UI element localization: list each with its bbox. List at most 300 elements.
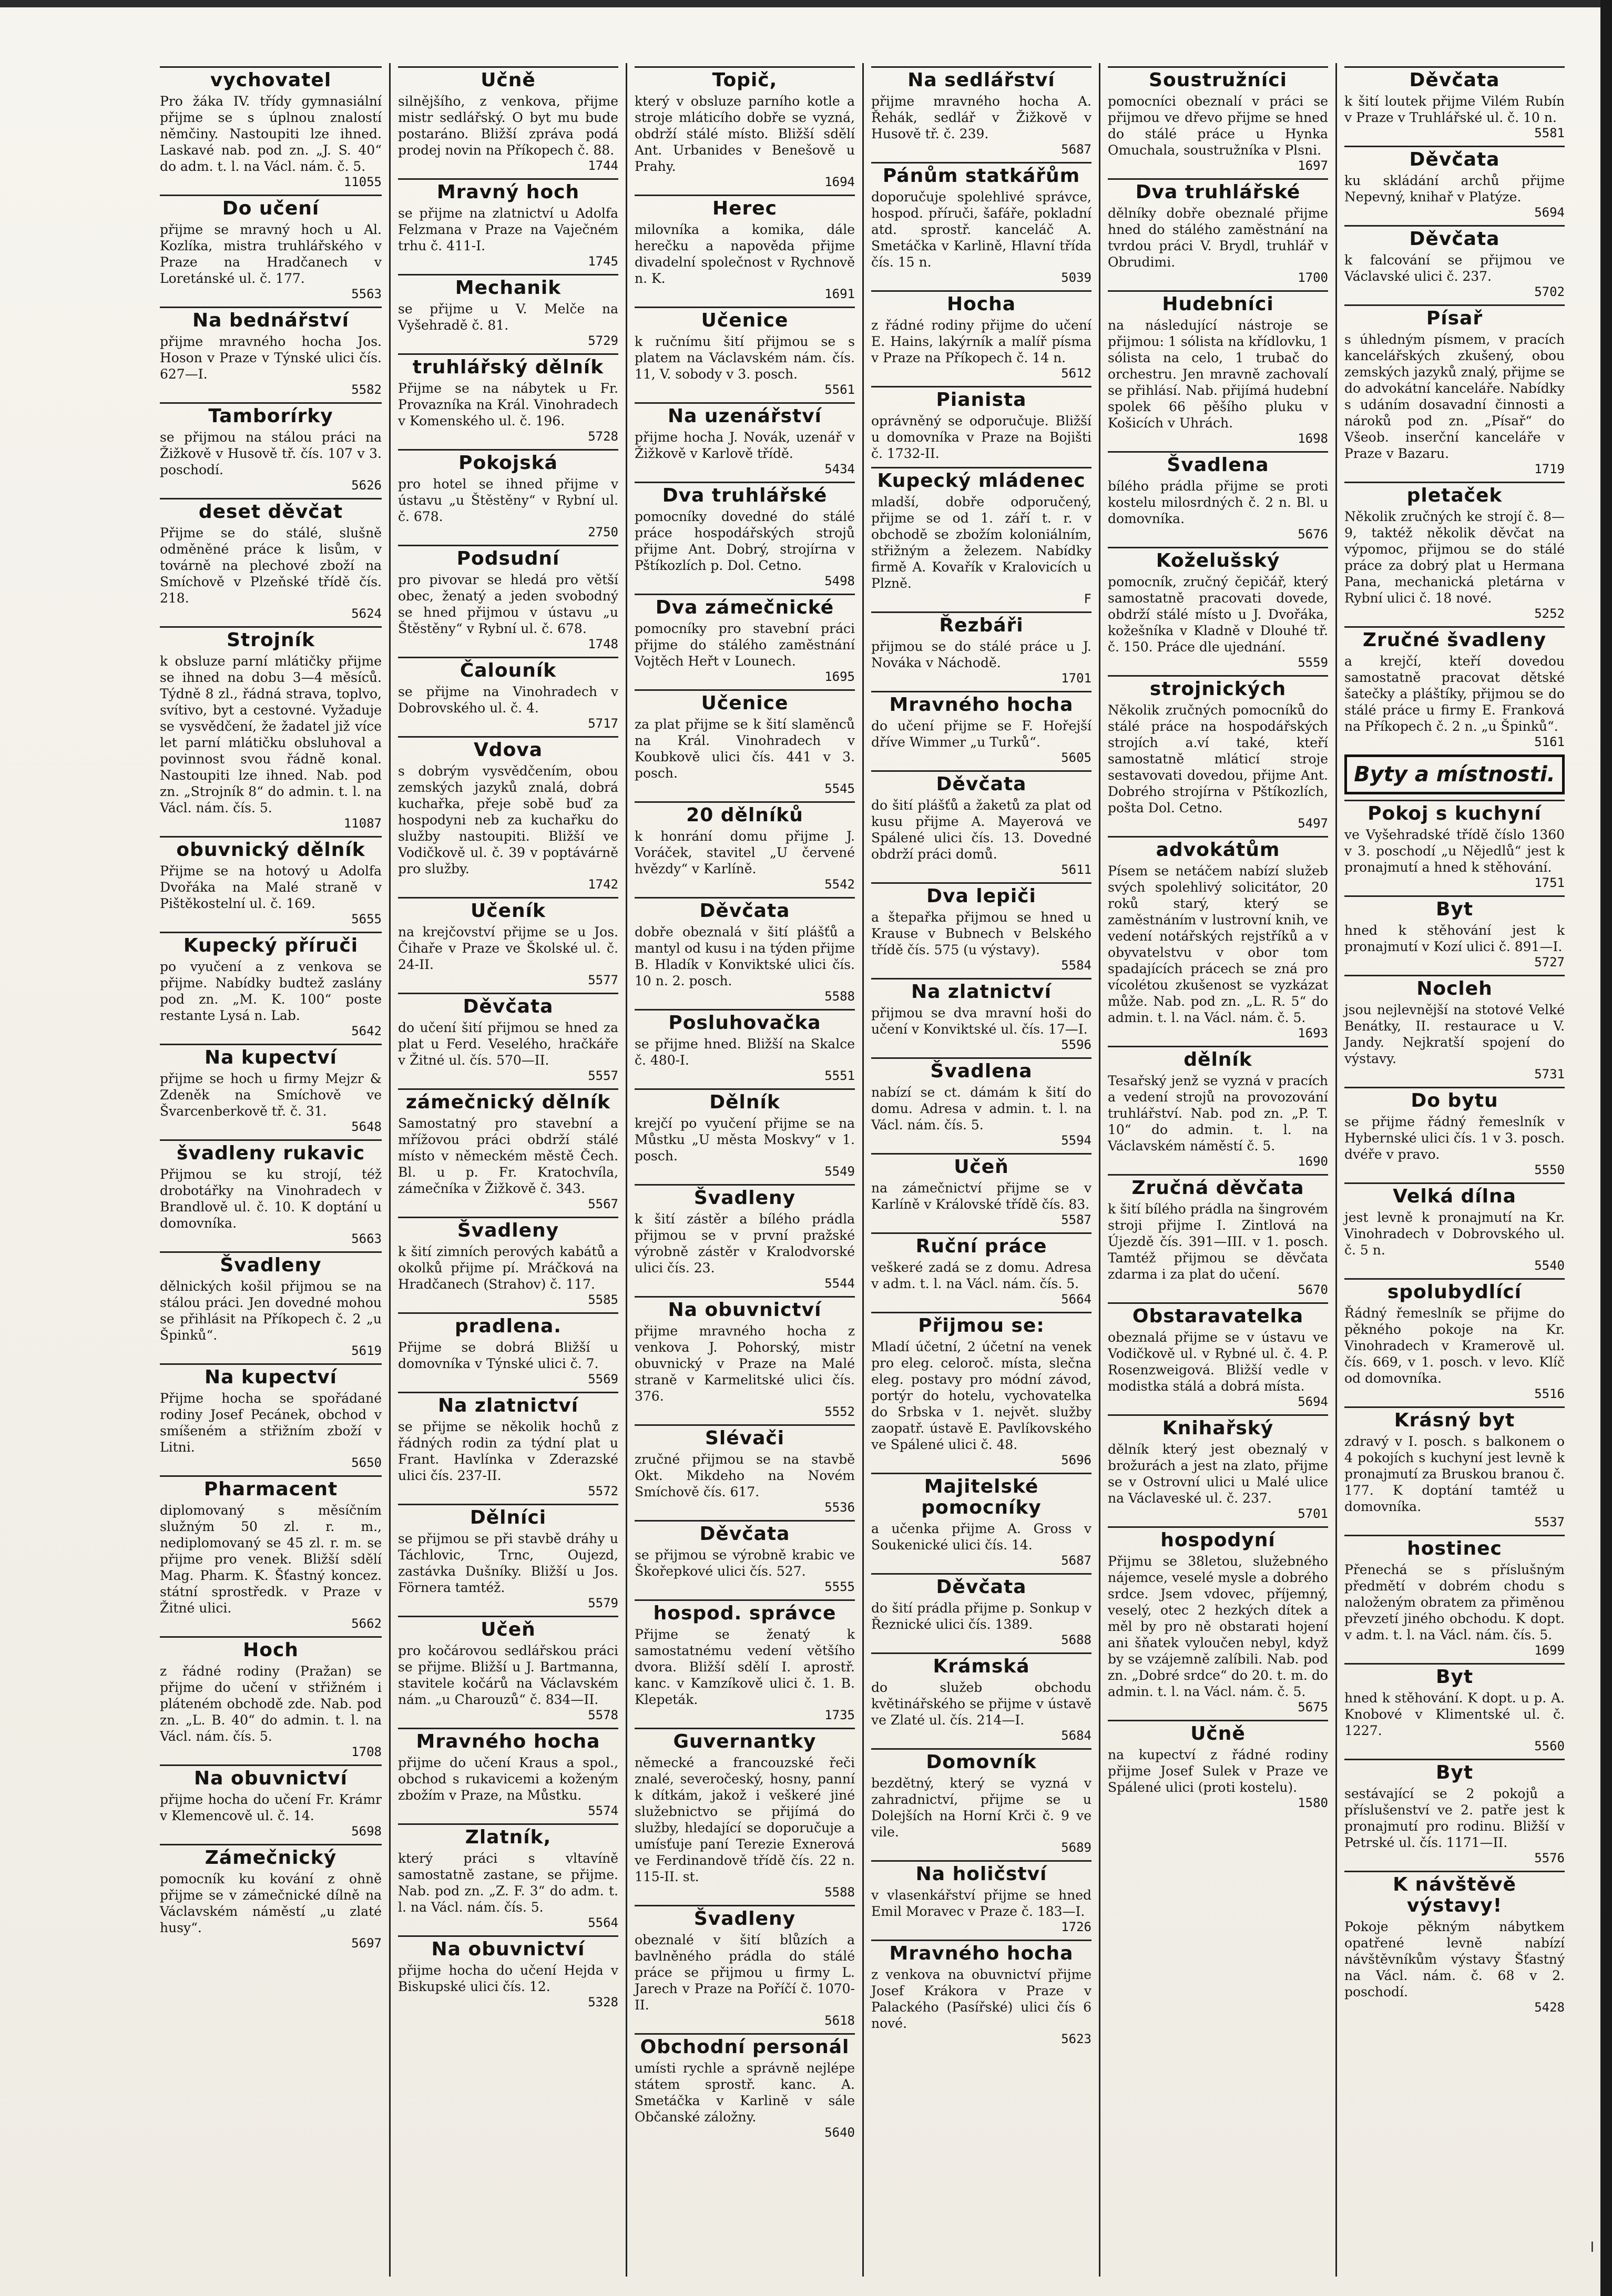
ad-body: do učení šití přijmou se hned za plat u Ferd. Veselého, hračkáře v Žitné ul. čís. 570—II. [398,1020,618,1068]
classifieds-columns [152,63,1572,2277]
ad-body: zdravý v I. posch. s balkonem o 4 pokojích s kuchyní jest levně k pronajmutí za Bruskou branou č. 177. K doptání tamtéž u domovníka. [1344,1434,1565,1514]
classified-ad [1108,66,1328,173]
ad-number: 5557 [588,1068,618,1083]
ad-body: k šití zástěr a bílého prádla přijmou se v první pražské výrobně zástěr v Kralodvorské ulici čís. 23. [635,1211,855,1275]
ad-title: Na obuvnictví [398,1935,618,1960]
classified-ad [1344,1871,1565,2015]
ad-title: Švadlena [871,1057,1091,1082]
ad-body: a krejčí, kteří dovedou samostatně pracovat dětské šatečky a pláštíky, přijmou se do stálé práce u firmy E. Franková na Příkopech č. 2 n. „u Špinků“. [1344,654,1565,734]
ad-title: hospod. správce [635,1599,855,1624]
classified-ad [160,932,382,1038]
ad-body: oprávněný se odporučuje. Bližší u domovníka v Praze na Bojišti č. 1732-II. [871,413,1091,461]
ad-title: Řezbáři [871,611,1091,636]
ad-number: 5594 [1061,1133,1091,1148]
ad-number: 5559 [1298,655,1328,670]
ad-body: ve Vyšehradské třídě číslo 1360 v 3. poschodí „u Nějedlů“ jest k pronajmutí a hned k stěhování. [1344,827,1565,875]
ad-body: obeznalé v šití blůzích a bavlněného prádla do stálé práce se přijmou u firmy L. Jarech v Praze na Poříčí č. 1070-II. [635,1932,855,2013]
ad-number: 5675 [1298,1700,1328,1715]
ad-number: 5588 [824,1885,855,1900]
ad-body: Přijme se do stálé, slušně odměněné práce k lisům, v továrně na plechové zboží na Smíchově v Plzeňské třídě čís. 218. [160,525,382,606]
ad-title: Hoch [160,1636,382,1661]
ad-title: K návštěvě výstavy! [1344,1871,1565,1916]
ad-number: 5662 [351,1616,382,1631]
ad-body: krejčí po vyučení přijme se na Můstku „U města Moskvy“ v 1. posch. [635,1116,855,1164]
ad-body: na následující nástroje se přijmou: 1 sólista na křídlovku, 1 sólista na celo, 1 trubač do orchestru. Jen mravně zachovalí se přihlásí. Nab. přijímá hudební spolek 66 pěšího pluku v Košicích v Uhrách. [1108,318,1328,431]
classified-ad [160,66,382,189]
classified-ad [1108,290,1328,446]
ad-body: k šití zimních perových kabátů a okolků přijme pí. Mráčková na Hradčanech (Strahov) č. 117. [398,1244,618,1292]
ad-number: 5640 [824,2125,855,2140]
ad-number: 5687 [1061,142,1091,157]
classified-ad [398,1504,618,1610]
ad-body: pomocníky dovedné do stálé práce hospodářských strojů přijme Ant. Dobrý, strojírna v Pštíkozlích p. Dol. Cetno. [635,509,855,573]
classified-ad [871,1652,1091,1743]
ad-number: 5623 [1061,2032,1091,2046]
ad-title: Nocleh [1344,975,1565,999]
ad-body: pro pivovar se hledá pro větší obec, ženatý a jeden svobodný se hned přijmou v ústavu „u Štěstěny“ v Rybní ul. č. 678. [398,572,618,636]
ad-title: Na zlatnictví [398,1392,618,1416]
ad-body: pomocníky pro stavební práci přijme do stálého zaměstnání Vojtěch Heřt v Lounech. [635,621,855,669]
ad-number: 5676 [1298,527,1328,542]
classified-ad [1344,1663,1565,1753]
ad-number: 5696 [1061,1453,1091,1467]
classified-ad [398,1392,618,1498]
classified-ad [1108,1302,1328,1409]
ad-body: Přijme se ženatý k samostatnému vedení většího dvora. Bližší sdělí I. aprostř. kanc. v Kamzíkově ulici č. 1. B. Klepeták. [635,1627,855,1707]
ad-title: Knihařský [1108,1414,1328,1439]
ad-body: do služeb obchodu květinářského se přijme v ústavě ve Zlaté ul. čís. 214—I. [871,1680,1091,1728]
classified-ad [635,1088,855,1179]
ad-title: Zručné švadleny [1344,626,1565,651]
ad-number: 1700 [1298,270,1328,285]
ad-number: 5731 [1534,1067,1565,1081]
classified-ad [635,1009,855,1083]
ad-body: přijme hocha do učení Fr. Krámr v Klemencově ul. č. 14. [160,1792,382,1823]
ad-title: Topič, [635,66,855,91]
ad-title: Mravného hocha [871,691,1091,716]
ad-title: Učenice [635,307,855,331]
ad-body: z venkova na obuvnictví přijme Josef Krákora v Praze v Palackého (Pasířské) ulici čís 6 nové. [871,1967,1091,2031]
ad-body: Přijme hocha se spořádané rodiny Josef Pecánek, obchod v smíšeném a střižním zboží v Litni. [160,1391,382,1455]
ad-title: truhlářský dělník [398,353,618,378]
classified-ad [635,307,855,397]
classified-ad [1344,1278,1565,1401]
ad-number: 1697 [1298,158,1328,173]
ad-title: Tamborírky [160,402,382,427]
ad-number: 5584 [1061,958,1091,973]
ad-number: 1701 [1061,671,1091,686]
ad-title: Mechanik [398,274,618,299]
classified-ad [160,1139,382,1246]
classified-ad [871,1153,1091,1227]
ad-body: k honrání domu přijme J. Voráček, stavitel „U červené hvězdy“ v Karlíně. [635,829,855,876]
ad-body: přijme do učení Kraus a spol., obchod s rukavicemi a koženým zbožím v Praze, na Můstku. [398,1755,618,1803]
ad-body: a učenka přijme A. Gross v Soukenické ulici čís. 14. [871,1521,1091,1553]
ad-body: přijme mravného hocha A. Řehák, sedlář v Žižkově v Husově tř. č. 239. [871,94,1091,141]
classified-ad [635,482,855,588]
ad-title: Učeň [398,1616,618,1640]
classified-ad [635,402,855,476]
ad-body: přijme mravného hocha z venkova J. Pohorský, mistr obuvnický v Praze na Malé straně v Karmelitské ulici čís. 376. [635,1323,855,1404]
classified-ad [160,1764,382,1839]
ad-body: bezdětný, který se vyzná v zahradnictví, přijme se u Dolejších na Horní Krči č. 9 ve vile. [871,1775,1091,1840]
ad-number: 1580 [1298,1795,1328,1810]
ad-body: Přijme se dobrá Bližší u domovníka v Týnské ulici č. 7. [398,1340,618,1371]
ad-number: 1719 [1534,462,1565,476]
classified-ad [871,1312,1091,1467]
classified-ad [160,626,382,831]
column-5 [1099,63,1335,2277]
ad-title: Strojník [160,626,382,651]
classified-ad [398,736,618,892]
ad-number: 5581 [1534,126,1565,140]
ad-number: 5563 [351,287,382,301]
ad-body: se přijmou se při stavbě dráhy u Táchlovic, Trnc, Oujezd, zastávka Dušníky. Bližší u Jos. Förnera tamtéž. [398,1531,618,1595]
classified-ad [1108,1046,1328,1169]
ad-number: 5542 [824,877,855,892]
ad-title: švadleny rukavic [160,1139,382,1164]
ad-number: 5545 [824,781,855,796]
ad-body: milovníka a komika, dále herečku a napověda přijme divadelní společnost v Rychnově n. K. [635,222,855,286]
ad-title: Krámská [871,1652,1091,1677]
ad-body: dělníky dobře obeznalé přijme hned do stálého zaměstnání na tvrdou práci V. Brydl, truhlář v Obrudimi. [1108,206,1328,270]
ad-number: 1745 [588,254,618,269]
section-banner: Byty a místnosti. [1344,754,1565,794]
ad-title: hostinec [1344,1535,1565,1559]
ad-title: Učně [398,66,618,91]
classified-ad [871,386,1091,462]
classified-ad [160,307,382,397]
ad-number: 1751 [1534,875,1565,890]
ad-number: 5549 [824,1164,855,1179]
ad-number: F [1084,591,1091,606]
ad-body: k šití loutek přijme Vilém Rubín v Praze v Truhlářské ul. č. 10 n. [1344,94,1565,125]
ad-title: 20 dělníků [635,801,855,826]
ad-number: 5582 [351,382,382,397]
classified-ad [398,657,618,731]
classified-ad [1344,1535,1565,1658]
ad-body: k ručnímu šití přijmou se s platem na Václavském nám. čís. 11, V. sobody v 3. posch. [635,334,855,382]
classified-ad [160,1251,382,1358]
ad-title: Koželušský [1108,547,1328,572]
ad-title: Do učení [160,195,382,219]
ad-body: obeznalá přijme se v ústavu ve Vodičkově ul. v Rybné ul. č. 4. P. Rosenzweigová. Bližší vedle v modistka stálá a dobrá místa. [1108,1330,1328,1394]
ad-body: přijme mravného hocha Jos. Hoson v Praze v Týnské ulici čís. 627—I. [160,334,382,382]
ad-title: Na zlatnictví [871,978,1091,1003]
classified-ad [160,498,382,621]
ad-title: Děvčata [871,1573,1091,1598]
ad-number: 5605 [1061,750,1091,765]
ad-title: spolubydlící [1344,1278,1565,1303]
classified-ad [398,1088,618,1211]
ad-body: Přijme se na nábytek u Fr. Provazníka na Král. Vinohradech v Komenského ul. č. 196. [398,381,618,428]
classified-ad [398,897,618,987]
ad-body: z řádné rodiny (Pražan) se přijme do učení v střižném i pláteném obchodě zde. Nab. pod zn. „L. B. 40“ do admin. t. l. na Václ. nám. čís. 5. [160,1664,382,1744]
classified-ad [635,1296,855,1419]
classified-ad [398,449,618,539]
ad-title: Na holičství [871,1860,1091,1885]
ad-title: Hudebníci [1108,290,1328,315]
ad-title: Dva lepiči [871,882,1091,907]
ad-number: 1748 [588,637,618,651]
ad-title: strojnických [1108,675,1328,700]
ad-body: přijme hocha do učení Hejda v Biskupské ulici čís. 12. [398,1963,618,1994]
ad-number: 1693 [1298,1026,1328,1040]
ad-number: 5537 [1534,1515,1565,1529]
classified-ad [635,1184,855,1291]
ad-body: přijmou se do stálé práce u J. Nováka v Náchodě. [871,639,1091,670]
classified-ad [1344,626,1565,749]
classified-ad [635,801,855,892]
ad-number: 1726 [1061,1920,1091,1934]
classified-ad [398,993,618,1083]
ad-body: který práci s vltavíně samostatně zastane, se přijme. Nab. pod zn. „Z. F. 3“ do adm. t. l. na Václ. nám. čís. 5. [398,1851,618,1915]
ad-title: Dělníci [398,1504,618,1528]
ad-title: Na uzenářství [635,402,855,427]
ad-number: 5577 [588,973,618,987]
ad-title: Dva truhlářské [635,482,855,506]
ad-number: 5727 [1534,955,1565,970]
ad-title: Pokojská [398,449,618,474]
ad-title: Na obuvnictví [635,1296,855,1321]
ad-number: 5702 [1534,284,1565,299]
ad-title: Velká dílna [1344,1182,1565,1207]
ad-body: se přijme řádný řemeslník v Hybernské ulici čís. 1 v 3. posch. dvéře v pravo. [1344,1114,1565,1162]
classified-ad [635,1424,855,1515]
ad-title: Soustružníci [1108,66,1328,91]
ad-number: 5574 [588,1803,618,1818]
classified-ad [160,1844,382,1951]
classified-ad [871,467,1091,606]
classified-ad [160,1636,382,1759]
ad-body: pomocníci obeznalí v práci se přijmou ve dřevo přijme se hned do stálé práce u Hynka Omuchala, soustružníka v Plsni. [1108,94,1328,158]
ad-number: 5684 [1061,1728,1091,1743]
ad-title: Písař [1344,304,1565,329]
ad-number: 5596 [1061,1037,1091,1052]
classified-ad [1108,1720,1328,1810]
classified-ad [635,2033,855,2140]
ad-body: přijmou se dva mravní hoši do učení v Konviktské ul. čís. 17—I. [871,1005,1091,1037]
ad-title: Podsudní [398,545,618,569]
ad-title: Slévači [635,1424,855,1449]
ad-body: a štepařka přijmou se hned u Krause v Bubnech v Belského třídě čís. 575 (u výstavy). [871,910,1091,957]
ad-title: Mravný hoch [398,178,618,203]
classified-ad [871,1573,1091,1647]
classified-ad [398,66,618,173]
ad-number: 5650 [351,1455,382,1470]
classified-ad [160,1044,382,1134]
ad-body: Přijme se na hotový u Adolfa Dvořáka na Malé straně v Pištěkostelní ul. č. 169. [160,863,382,911]
classified-ad [1344,1182,1565,1273]
ad-title: Na sedlářství [871,66,1091,91]
ad-title: Učeň [871,1153,1091,1178]
ad-title: pletaček [1344,482,1565,506]
ad-body: přijme se mravný hoch u Al. Kozlíka, mistra truhlářského v Praze na Hradčanech v Loretánské ul. č. 177. [160,222,382,286]
ad-body: za plat přijme se k šití slaměnců na Král. Vinohradech v Koubkově ulici čís. 441 v 3. posch. [635,717,855,781]
ad-number: 1742 [588,877,618,892]
classified-ad [1344,66,1565,140]
ad-number: 5428 [1534,2000,1565,2015]
ad-number: 5688 [1061,1632,1091,1647]
classified-ad [398,1616,618,1722]
classified-ad [635,66,855,189]
ad-number: 1695 [824,669,855,684]
ad-title: Dva truhlářské [1108,178,1328,203]
ad-title: Děvčata [635,897,855,922]
classified-ad [160,195,382,301]
ad-number: 5039 [1061,270,1091,285]
ad-title: Vdova [398,736,618,761]
ad-body: přijme se hoch u firmy Mejzr & Zdeněk na Smíchově ve Švarcenberkově tř. č. 31. [160,1071,382,1119]
classified-ad [871,1940,1091,2046]
classified-ad [1344,1759,1565,1865]
ad-body: se přijmou na stálou práci na Žižkově v Husově tř. čís. 107 v 3. poschodí. [160,430,382,477]
classified-ad [398,1935,618,2009]
ad-body: v vlasenkářství přijme se hned Emil Moravec v Praze č. 183—I. [871,1887,1091,1919]
ad-title: Děvčata [635,1520,855,1545]
classified-ad [1344,225,1565,299]
classified-ad [398,1217,618,1307]
ad-number: 11087 [343,816,382,831]
ad-body: dělník který jest obeznalý v brožurách a jest na zlato, přijme se v Ostrovní ulici u Malé ulice na Václaveské ul. č. 237. [1108,1442,1328,1506]
ad-title: Švadleny [635,1905,855,1930]
ad-body: Několik zručných pomocníků do stálé práce na hospodářských strojích a.ví také, kteří samostatně mláticí stroje sestavovati dovedou, přijme Ant. Dobrého strojírna v Pštíkozlích, pošta Dol. Cetno. [1108,702,1328,815]
ad-body: doporučuje spolehlivé správce, hospod. příruči, šafáře, pokladní atd. sprostř. kanceláč A. Smetáčka v Karlině, Hlavní třída čís. 15 n. [871,189,1091,270]
classified-ad [635,195,855,301]
classified-ad [398,178,618,269]
ad-title: Učně [1108,1720,1328,1744]
classified-ad [398,353,618,444]
ad-number: 5648 [351,1119,382,1134]
classified-ad [871,1232,1091,1307]
ad-number: 5536 [824,1500,855,1515]
ad-body: pomocník ku kování z ohně přijme se v zámečnické dílně na Václavském náměstí „u zlaté husy“. [160,1871,382,1935]
ad-body: umísti rychle a správně nejlépe státem sprostř. kanc. A. Smetáčka v Karlině v sále Občanské záložny. [635,2060,855,2125]
ad-number: 5555 [824,1579,855,1594]
ad-body: ku skládání archů přijme Nepevný, knihař v Platýze. [1344,173,1565,205]
ad-title: Kupecký příruči [160,932,382,956]
ad-title: Dva zámečnické [635,594,855,618]
ad-title: Přijmou se: [871,1312,1091,1336]
ad-title: Posluhovačka [635,1009,855,1034]
ad-number: 5578 [588,1708,618,1722]
classified-ad [160,402,382,493]
ad-title: Mravného hocha [871,1940,1091,1964]
ad-body: silnějšího, z venkova, přijme mistr sedlářský. O byt mu bude postaráno. Bližší zpráva podá prodej novin na Příkopech č. 88. [398,94,618,158]
ad-title: Krásný byt [1344,1406,1565,1431]
ad-body: mladší, dobře odporučený, přijme se od 1. září t. r. v obchodě se zbožím koloniálním, střižným a železem. Nabídky firmě A. Kovařík v Kralovicích u Plzně. [871,494,1091,591]
classified-ad [871,66,1091,157]
classified-ad [635,1599,855,1722]
ad-title: Obstaravatelka [1108,1302,1328,1327]
ad-number: 5624 [351,606,382,621]
ad-title: Herec [635,195,855,219]
ad-number: 2750 [588,525,618,539]
ad-body: pro kočárovou sedlářskou práci se přijme. Bližší u J. Bartmanna, stavitele kočárů na Václavském nám. „u Charouzů“ č. 834—II. [398,1643,618,1707]
ad-title: Guvernantky [635,1728,855,1752]
ad-title: Do bytu [1344,1087,1565,1111]
ad-body: pomocník, zručný čepičář, který samostatně pracovati dovede, obdrží stálé místo u J. Dvořáka, kožešníka v Kladně v Dlouhé tř. č. 150. Práce dle ujednání. [1108,574,1328,655]
ad-number: 1690 [1298,1154,1328,1169]
classified-ad [398,1728,618,1818]
ad-body: dobře obeznalá v šití plášťů a mantyl od kusu i na týden přijme B. Hladík v Konviktské ulici čís. 10 n. 2. posch. [635,924,855,988]
column-1 [152,63,389,2277]
classified-ad [398,274,618,348]
ad-title: hospodyní [1108,1526,1328,1551]
ad-title: Byt [1344,1759,1565,1783]
ad-body: jsou nejlevnější na stotové Velké Benátky, II. restaurace u V. Jandy. Nejkratší spojení do výstavy. [1344,1002,1565,1066]
ad-number: 5587 [1061,1212,1091,1227]
ad-number: 5728 [588,429,618,444]
ad-title: vychovatel [160,66,382,91]
classified-ad [1108,675,1328,831]
classified-ad [635,1728,855,1900]
ad-title: Byt [1344,895,1565,920]
classified-ad [398,1823,618,1930]
ad-body: Mladí účetní, 2 účetní na venek pro eleg. celoroč. místa, slečna eleg. postavy pro módní závod, portýr do hotelu, vychovatelka do Srbska v 1. největ. služby zaopatř. ústavě E. Pavlíkovského ve Spálené ulici č. 48. [871,1339,1091,1452]
classified-ad [635,1905,855,2028]
ad-number: 5161 [1534,734,1565,749]
ad-body: Několik zručných ke strojí č. 8—9, taktéž několik děvčat na výpomoc, přijmou se do stálé práce za dobrý plat u Hermana Pana, mechanická pletárna v Rybní ulici č. 18 nové. [1344,509,1565,606]
ad-body: se přijme u V. Melče na Vyšehradě č. 81. [398,301,618,333]
classified-ad [635,689,855,796]
classified-ad [1344,482,1565,621]
ad-number: 5561 [824,382,855,397]
ad-body: veškeré zadá se z domu. Adresa v adm. t. l. na Václ. nám. čís. 5. [871,1260,1091,1291]
ad-title: Ruční práce [871,1232,1091,1257]
ad-body: s dobrým vysvědčením, obou zemských jazyků znalá, dobrá kuchařka, přeje sobě buď za hospodyni neb za kuchařku do služby nastoupiti. Bližší ve Vodičkově ul. č. 39 v poptávárně pro služby. [398,763,618,876]
ad-number: 5585 [588,1292,618,1307]
column-6 [1335,63,1572,2277]
ad-number: 5497 [1298,816,1328,831]
page-mark: l [1590,2240,1594,2256]
ad-title: Děvčata [1344,225,1565,250]
ad-number: 1708 [351,1744,382,1759]
ad-number: 5544 [824,1276,855,1291]
ad-title: Na kupectví [160,1044,382,1068]
ad-number: 5611 [1061,862,1091,877]
classified-ad [160,1363,382,1470]
ad-title: Pokoj s kuchyní [1344,800,1565,824]
ad-body: Řádný řemeslník se přijme do pěkného pokoje na Kr. Vinohradech v Kramerově ul. čís. 669, v 1. posch. v levo. Klíč od domovníka. [1344,1305,1565,1386]
classified-ad [1344,895,1565,970]
ad-number: 5701 [1298,1506,1328,1521]
ad-title: Zámečnický [160,1844,382,1869]
ad-title: Učeník [398,897,618,922]
ad-title: advokátům [1108,836,1328,861]
ad-number: 5626 [351,478,382,493]
ad-body: Přijmu se 38letou, služebného nájemce, veselé mysle a dobrého srdce. Jsem vdovec, příjemný, veselý, otec 2 hezkých dítek a měl by pro ně obstarati hojení ani šňatek vyloučen nebyl, když by se vzájemně zalíbili. Nab. pod zn. „Dobré srdce“ do 20. t. m. do admin. t. l. na Václ. nám. č. 5. [1108,1554,1328,1699]
page-top-border [0,0,1612,7]
ad-number: 5689 [1061,1840,1091,1855]
ad-number: 1735 [824,1708,855,1722]
ad-title: Zručná děvčata [1108,1174,1328,1199]
ad-body: diplomovaný s měsíčním služným 50 zl. r. m., nediplomovaný se 45 zl. r. m. se přijme pro venek. Bližší sdělí Mag. Pharm. K. Šťastný koncez. státní sprostředk. v Praze v Žitné ulici. [160,1503,382,1616]
classified-ad [1108,547,1328,670]
ad-body: Přijmou se ku strojí, též drobotářky na Vinohradech v Brandlově ul. č. 10. K doptání u domovníka. [160,1167,382,1231]
ad-body: se přijme na Vinohradech v Dobrovského ul. č. 4. [398,684,618,716]
ad-number: 5698 [351,1824,382,1839]
ad-body: se přijmou se výrobně krabic ve Škořepkové ulici čís. 527. [635,1547,855,1579]
ad-title: dělník [1108,1046,1328,1070]
ad-body: Pro žáka IV. třídy gymnasiální přijme se s úplnou znalostí němčiny. Nastoupiti lze ihned. Laskavé nab. pod zn. „J. S. 40“ do adm. t. l. na Václ. nám. č. 5. [160,94,382,174]
classified-ad [1344,1406,1565,1529]
ad-number: 5434 [824,462,855,476]
ad-title: Pharmacent [160,1475,382,1500]
ad-title: Zlatník, [398,1823,618,1848]
ad-number: 5664 [1061,1292,1091,1307]
ad-title: Kupecký mládenec [871,467,1091,492]
